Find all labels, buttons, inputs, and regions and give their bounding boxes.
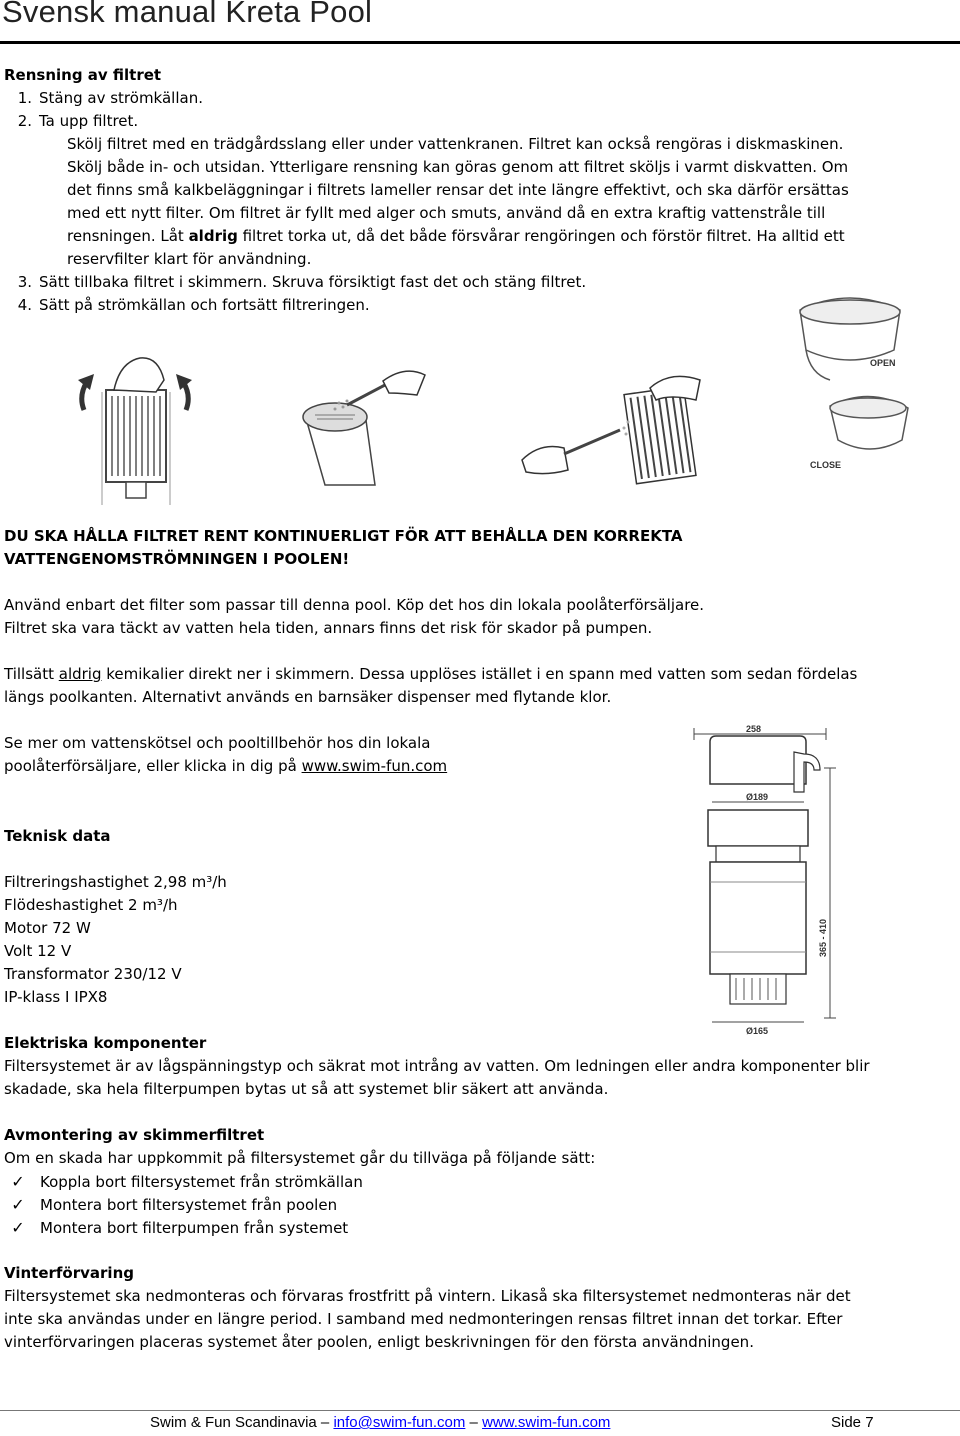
winter-heading: Vinterförvaring	[4, 1264, 134, 1282]
page-header-title: Svensk manual Kreta Pool	[2, 0, 373, 29]
line-text: kemikalier direkt ner i skimmern. Dessa upplöses istället i en spann med vatten som sedan fördelas	[101, 665, 858, 683]
checklist-item	[4, 1193, 337, 1217]
checkmark-icon: ✓	[11, 1195, 25, 1214]
more-info-line: Se mer om vattenskötsel och pooltillbehör hos din lokala	[4, 734, 431, 752]
step-number: 2.	[17, 112, 32, 130]
step-4	[4, 294, 370, 317]
dim-189-label: Ø189	[746, 792, 769, 802]
close-label: CLOSE	[810, 460, 842, 470]
spec-item: Transformator 230/12 V	[4, 965, 182, 983]
line-text: filtret torka ut, då det både försvårar rengöringen och förstör filtret. Ha alltid ett	[237, 227, 845, 245]
step-number: 3.	[17, 273, 32, 291]
cleaning-paragraph-line: reservfilter klart för användning.	[67, 250, 312, 268]
step-1	[4, 87, 203, 110]
checkmark-icon: ✓	[11, 1218, 25, 1237]
spec-item: Filtreringshastighet 2,98 m³/h	[4, 873, 227, 891]
step-text: Sätt på strömkällan och fortsätt filtreringen.	[39, 296, 370, 314]
page-number: Side 7	[831, 1414, 874, 1431]
step-number: 4.	[17, 296, 32, 314]
checklist-item	[4, 1216, 348, 1240]
electrical-line: skadade, ska hela filterpumpen bytas ut så att systemet blir säkert att använda.	[4, 1080, 609, 1098]
filter-removal-illustration	[70, 340, 200, 510]
footer-separator: –	[469, 1414, 478, 1431]
chemicals-line: längs poolkanten. Alternativt används en barnsäker dispenser med flytande klor.	[4, 688, 612, 706]
checkmark-icon: ✓	[11, 1172, 25, 1191]
checklist-item	[4, 1170, 363, 1194]
step-number: 1.	[17, 89, 32, 107]
cleaning-paragraph-line: Skölj både in- och utsidan. Ytterligare rensning kan göras genom att filtret sköljs i varmt diskvatten. Om	[67, 158, 849, 176]
open-label: OPEN	[870, 358, 896, 368]
removal-intro: Om en skada har uppkommit på filtersystemet går du tillväga på följande sätt:	[4, 1149, 596, 1167]
cleaning-paragraph-line	[67, 225, 845, 248]
tech-heading: Teknisk data	[4, 827, 111, 845]
winter-line: vinterförvaringen placeras systemet åter poolen, enligt beskrivningen för den första användningen.	[4, 1333, 754, 1351]
footer-email-link[interactable]: info@swim-fun.com	[333, 1414, 466, 1431]
electrical-line: Filtersystemet är av lågspänningstyp och säkrat mot intrång av vatten. Om ledningen eller andra komponenter blir	[4, 1057, 870, 1075]
line-text: rensningen. Låt	[67, 227, 189, 245]
spec-item: Motor 72 W	[4, 919, 91, 937]
cleaning-heading: Rensning av filtret	[4, 66, 162, 84]
dim-top-label: 258	[746, 724, 762, 734]
spec-item: Volt 12 V	[4, 942, 72, 960]
winter-line: inte ska användas under en längre period. I samband med nedmonteringen rensas filtret innan det torkar. Efter	[4, 1310, 843, 1328]
dim-165-label: Ø165	[746, 1026, 769, 1036]
dim-height-label: 365 - 410	[818, 918, 828, 957]
spec-item: IP-klass I IPX8	[4, 988, 108, 1006]
header-divider	[0, 41, 960, 44]
warning-line: DU SKA HÅLLA FILTRET RENT KONTINUERLIGT FÖR ATT BEHÅLLA DEN KORREKTA	[4, 527, 683, 545]
line-text: Tillsätt	[4, 665, 59, 683]
removal-heading: Avmontering av skimmerfiltret	[4, 1126, 265, 1144]
footer-divider	[0, 1410, 960, 1411]
winter-line: Filtersystemet ska nedmonteras och förvaras frostfritt på vintern. Likaså ska filtersystemet nedmonteras när det	[4, 1287, 851, 1305]
line-text: poolåterförsäljare, eller klicka in dig på	[4, 757, 302, 775]
electrical-heading: Elektriska komponenter	[4, 1034, 207, 1052]
cleaning-paragraph-line: med ett nytt filter. Om filtret är fyllt med alger och smuts, använd då en extra kraftig vattenstråle till	[67, 204, 826, 222]
step-text: Sätt tillbaka filtret i skimmern. Skruva försiktigt fast det och stäng filtret.	[39, 273, 587, 291]
usage-line: Filtret ska vara täckt av vatten hela tiden, annars finns det risk för skador på pumpen.	[4, 619, 653, 637]
footer-separator: –	[320, 1414, 330, 1431]
rinse-filter-illustration	[520, 370, 720, 490]
spec-item: Flödeshastighet 2 m³/h	[4, 896, 178, 914]
warning-line: VATTENGENOMSTRÖMNINGEN I POOLEN!	[4, 550, 350, 568]
emphasis-never-underlined: aldrig	[58, 665, 102, 683]
step-2	[4, 110, 138, 133]
emphasis-never: aldrig	[188, 227, 238, 245]
usage-line: Använd enbart det filter som passar till denna pool. Köp det hos din lokala poolåterförsäljare.	[4, 596, 705, 614]
checklist-text: Koppla bort filtersystemet från strömkällan	[40, 1173, 363, 1191]
cleaning-paragraph-line: det finns små kalkbeläggningar i filtrets lameller rensar det inte längre effektivt, och ska därför ersättas	[67, 181, 849, 199]
dimension-diagram	[690, 722, 840, 1037]
footer-website-link[interactable]: www.swim-fun.com	[482, 1414, 611, 1431]
footer-text	[150, 1414, 610, 1431]
hose-rinse-illustration	[285, 355, 445, 495]
step-text: Ta upp filtret.	[39, 112, 139, 130]
checklist-text: Montera bort filterpumpen från systemet	[40, 1219, 349, 1237]
more-info-line	[4, 755, 447, 778]
checklist-text: Montera bort filtersystemet från poolen	[40, 1196, 338, 1214]
step-3	[4, 271, 586, 294]
step-text: Stäng av strömkällan.	[39, 89, 203, 107]
lid-open-close-illustration	[790, 290, 910, 480]
footer-company: Swim & Fun Scandinavia	[150, 1414, 317, 1431]
cleaning-paragraph-line: Skölj filtret med en trädgårdsslang eller under vattenkranen. Filtret kan också rengöras i diskmaskinen.	[67, 135, 844, 153]
chemicals-line	[4, 663, 857, 686]
website-link[interactable]: www.swim-fun.com	[301, 757, 448, 775]
